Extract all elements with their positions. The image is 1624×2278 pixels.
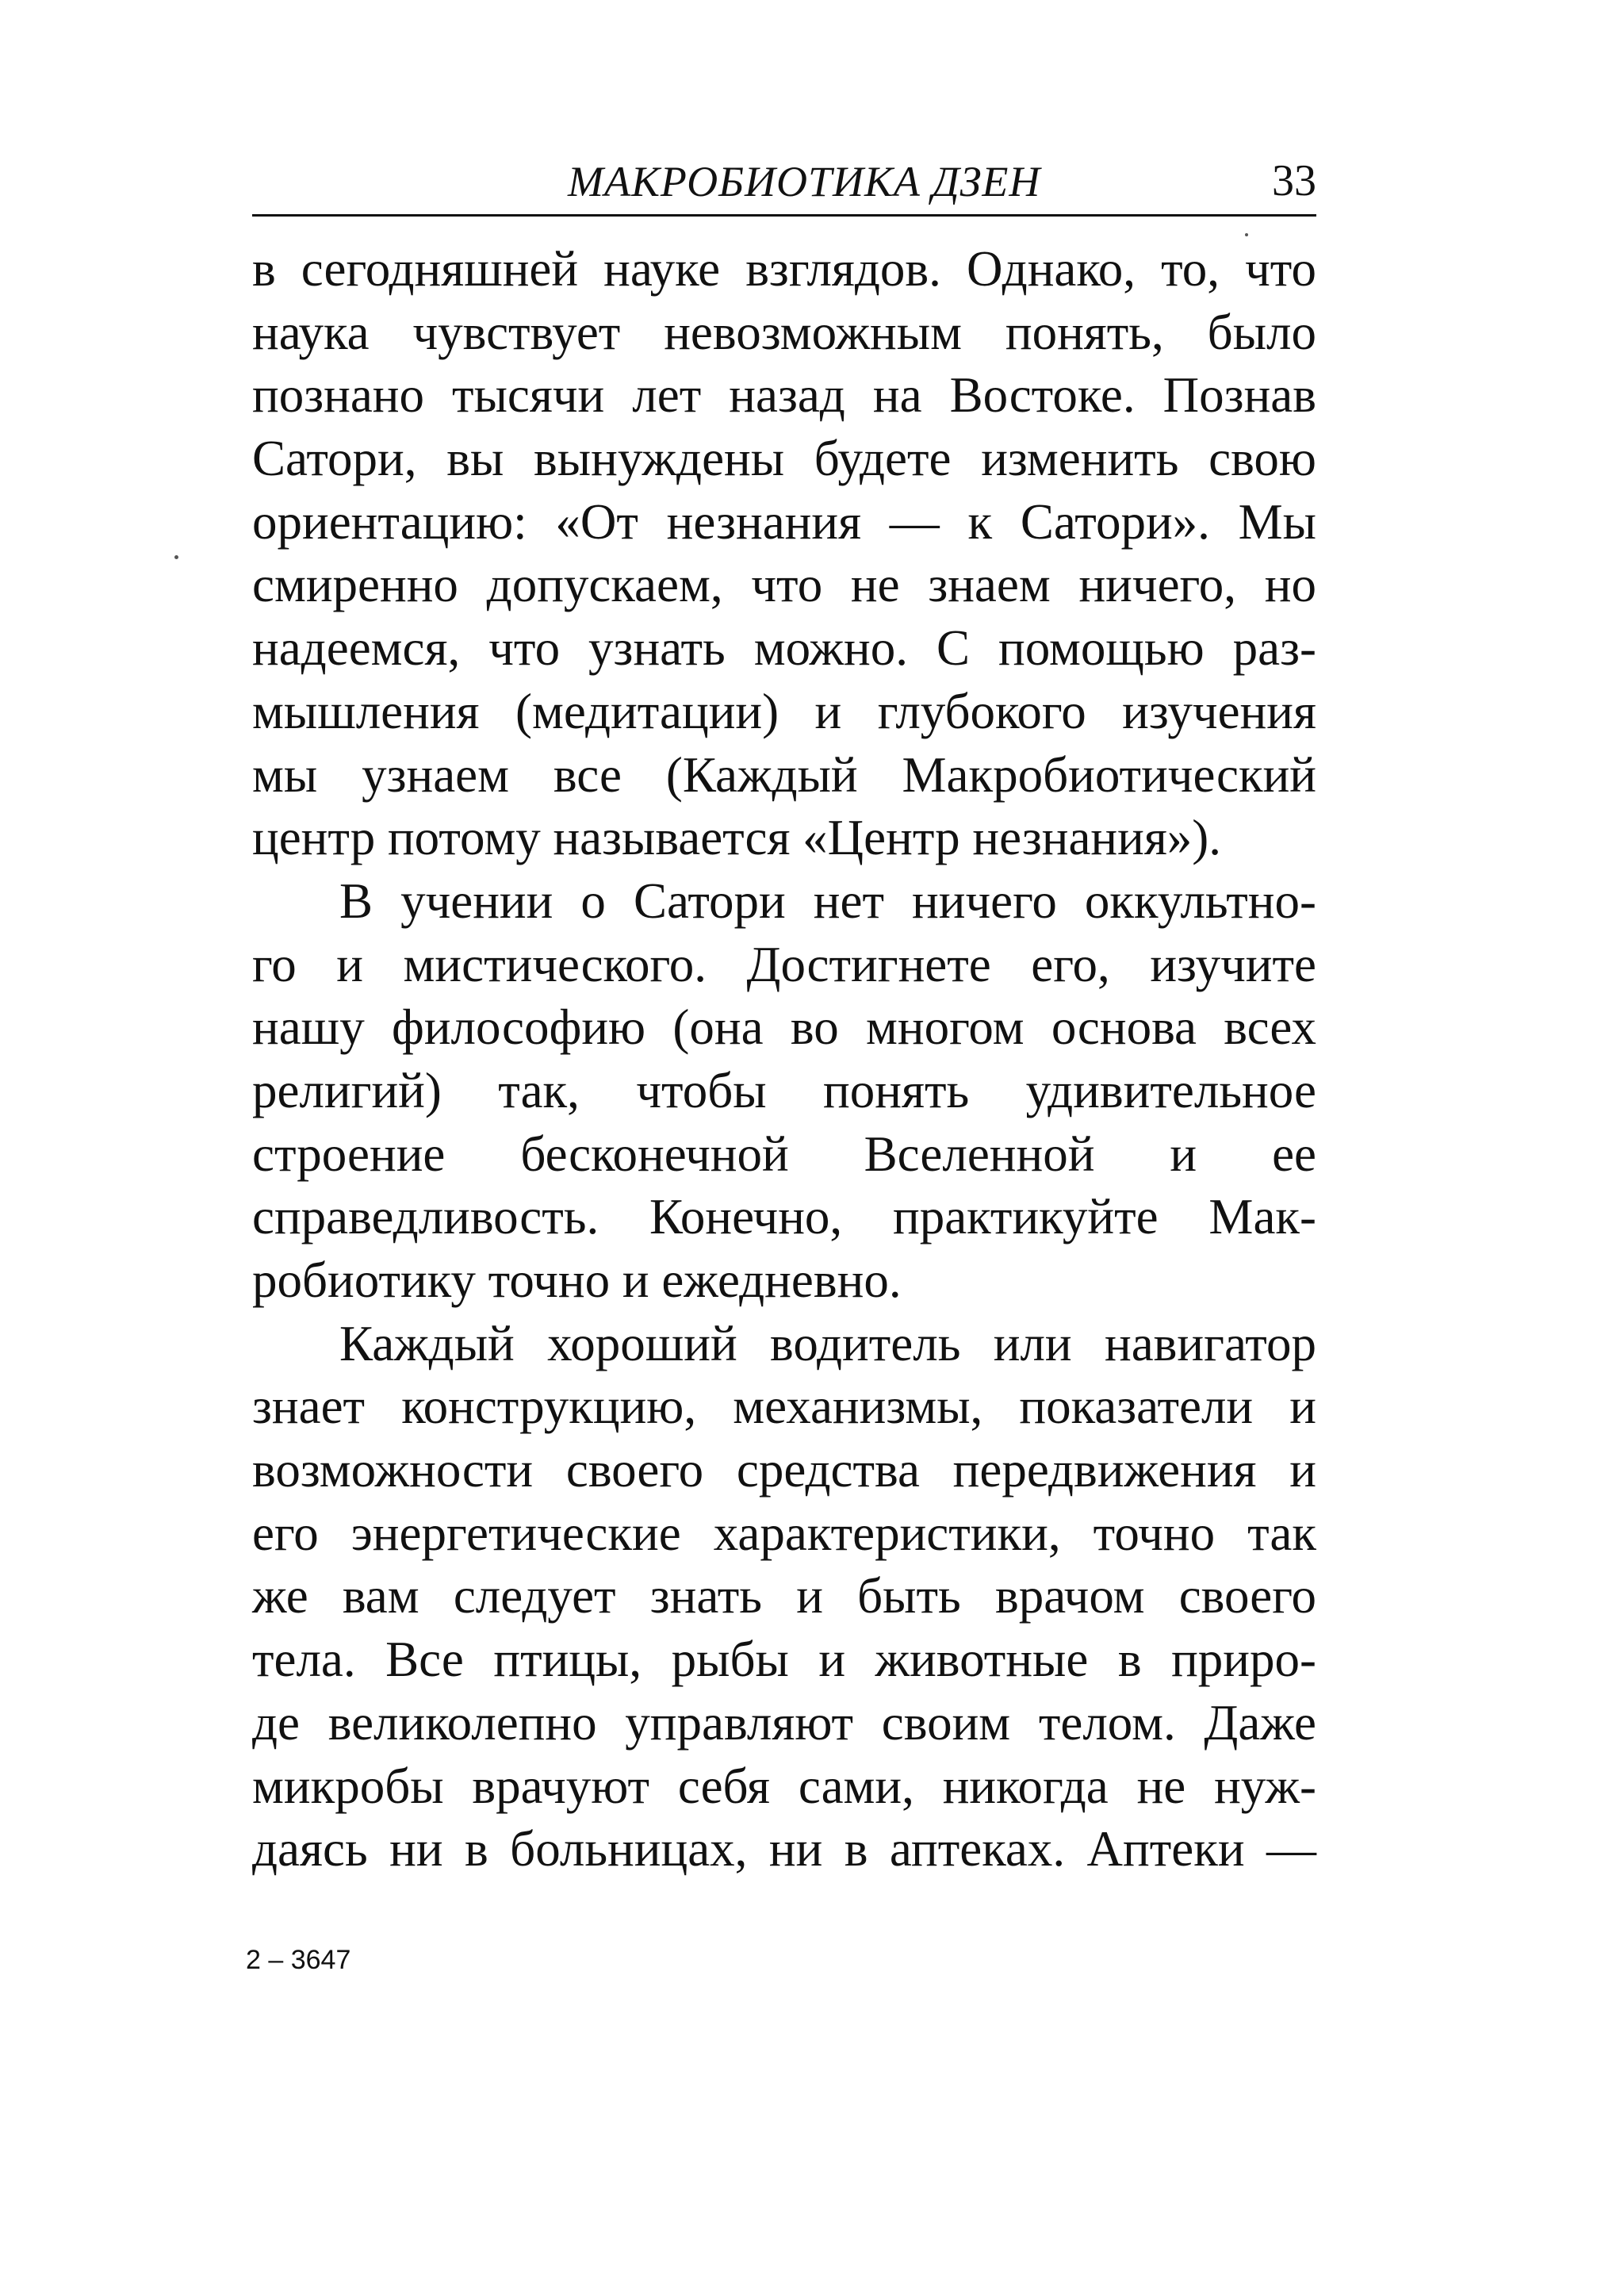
- scan-speck: [174, 555, 178, 559]
- text-line: справедливость. Конечно, практикуйте Мак-: [252, 1189, 1316, 1245]
- text-line: надеемся, что узнать можно. С помощью раз-: [252, 620, 1316, 677]
- text-line: Сатори, вы вынуждены будете изменить свою: [252, 431, 1316, 487]
- text-line: его энергетические характеристики, точно так: [252, 1505, 1316, 1561]
- text-line: возможности своего средства передвижения и: [252, 1442, 1316, 1498]
- text-line: робиотику точно и ежедневно.: [252, 1252, 902, 1308]
- text-line: же вам следует знать и быть врачом своего: [252, 1568, 1316, 1624]
- text-line: познано тысячи лет назад на Востоке. Познав: [252, 367, 1316, 424]
- text-line: знает конструкцию, механизмы, показатели и: [252, 1379, 1316, 1435]
- text-line: де великолепно управляют своим телом. Даже: [252, 1694, 1316, 1751]
- text-line: религий) так, чтобы понять удивительное: [252, 1062, 1316, 1118]
- header-rule: [252, 214, 1316, 217]
- text-line: микробы врачуют себя сами, никогда не нуж-: [252, 1758, 1316, 1814]
- text-line: мы узнаем все (Каждый Макробиотический: [252, 746, 1316, 803]
- text-line: наука чувствует невозможным понять, было: [252, 304, 1316, 360]
- text-line: центр потому называется «Центр незнания»).: [252, 810, 1222, 866]
- printer-signature: 2 – 3647: [246, 1945, 351, 1975]
- body-text: [252, 238, 1316, 1881]
- text-line: даясь ни в больницах, ни в аптеках. Аптеки —: [252, 1821, 1316, 1877]
- page-number: 33: [1272, 156, 1316, 205]
- text-line: го и мистического. Достигнете его, изучите: [252, 936, 1316, 992]
- scan-speck: [1245, 233, 1248, 236]
- text-line: в сегодняшней науке взглядов. Однако, то, что: [252, 241, 1316, 297]
- text-line: смиренно допускаем, что не знаем ничего, но: [252, 557, 1316, 613]
- text-line: В учении о Сатори нет ничего оккультно-: [339, 872, 1316, 929]
- running-head: [252, 149, 1316, 217]
- text-line: нашу философию (она во многом основа всех: [252, 999, 1316, 1056]
- text-line: строение бесконечной Вселенной и ее: [252, 1126, 1316, 1182]
- running-title: МАКРОБИОТИКА ДЗЕН: [568, 158, 1041, 205]
- text-line: мышления (медитации) и глубокого изучения: [252, 683, 1316, 739]
- text-line: ориентацию: «От незнания — к Сатори». Мы: [252, 493, 1316, 550]
- text-line: тела. Все птицы, рыбы и животные в приро-: [252, 1632, 1316, 1688]
- text-line: Каждый хороший водитель или навигатор: [339, 1315, 1316, 1371]
